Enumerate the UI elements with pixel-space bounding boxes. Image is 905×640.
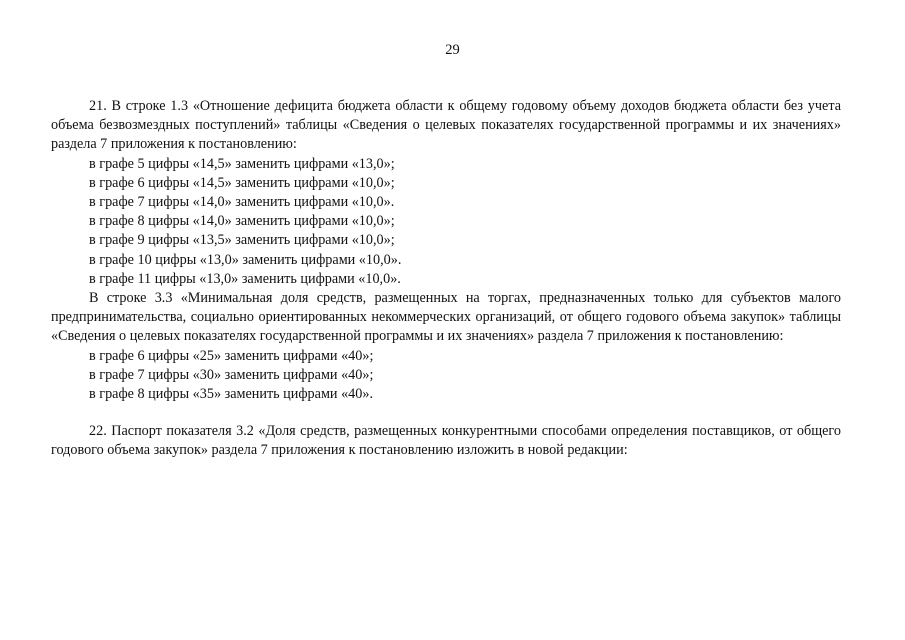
change-line: в графе 6 цифры «14,5» заменить цифрами «10,0»; [89, 174, 395, 191]
change-line: в графе 10 цифры «13,0» заменить цифрами «10,0». [89, 251, 402, 268]
item-22-text: 22. Паспорт показателя 3.2 «Доля средств, размещенных конкурентными способами определения поставщиков, от общего годового объема закупок» раздела 7 приложения к постановлению изложить в новой редакции: [51, 423, 841, 459]
change-line: в графе 7 цифры «14,0» заменить цифрами «10,0». [89, 194, 395, 211]
paragraph-gap [51, 404, 841, 422]
item-21-intro: 21. В строке 1.3 «Отношение дефицита бюджета области к общему годовому объему доходов бюджета области без учета объема безвозмездных поступлений» таблицы «Сведения о целевых показателях государственной программы и их значениях» раздела 7 приложения к постановлению: [51, 98, 841, 153]
change-line: в графе 8 цифры «14,0» заменить цифрами «10,0»; [89, 213, 395, 230]
change-line: в графе 7 цифры «30» заменить цифрами «40»; [89, 366, 374, 383]
change-line: в графе 8 цифры «35» заменить цифрами «40». [89, 386, 373, 403]
change-line: в графе 5 цифры «14,5» заменить цифрами «13,0»; [89, 155, 395, 172]
change-line: в графе 9 цифры «13,5» заменить цифрами «10,0»; [89, 232, 395, 249]
change-line: в графе 6 цифры «25» заменить цифрами «40»; [89, 347, 374, 364]
page-number: 29 [445, 42, 460, 58]
item-21-intro-row-3-3: В строке 3.3 «Минимальная доля средств, размещенных на торгах, предназначенных только для субъектов малого предпринимательства, социально ориентированных некоммерческих организаций, от общего годового объема закупок» таблицы «Сведения о целевых показателях государственной программы и их значениях» раздела 7 приложения к постановлению: [51, 290, 841, 345]
change-line: в графе 11 цифры «13,0» заменить цифрами «10,0». [89, 270, 401, 287]
document-body [51, 97, 841, 461]
